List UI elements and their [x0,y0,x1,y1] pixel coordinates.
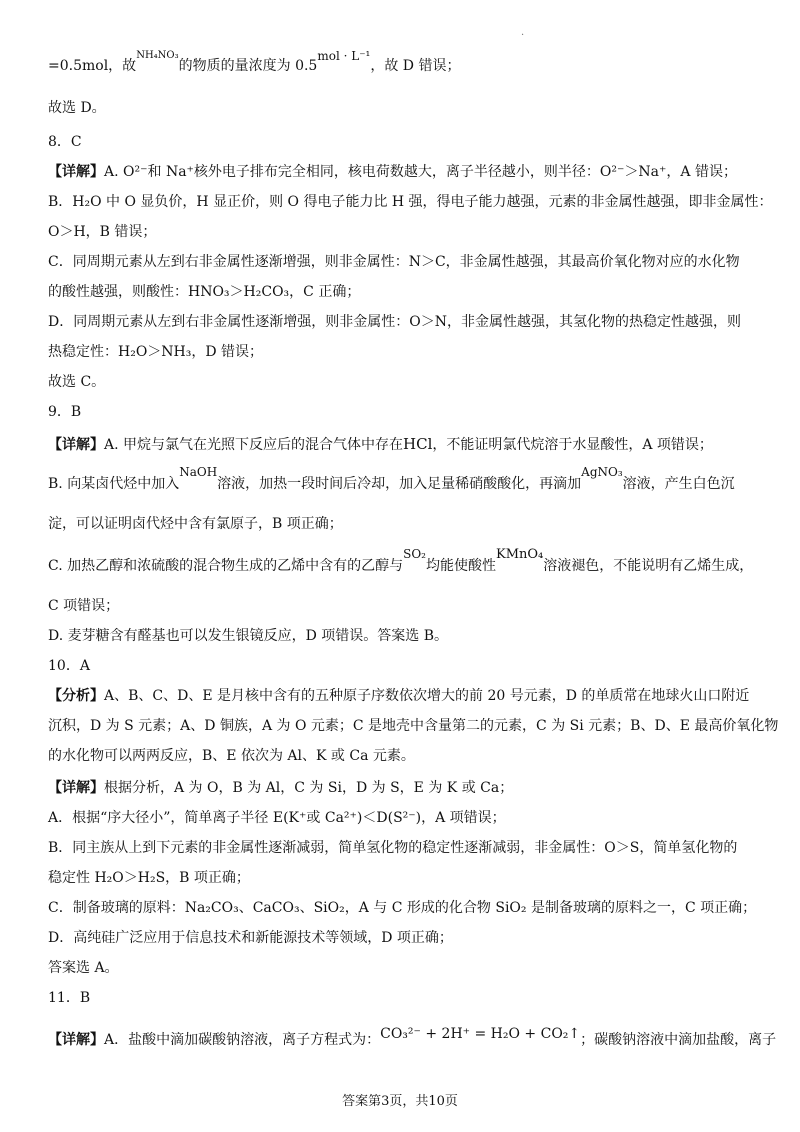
q9-option-c-1 [48,547,754,577]
q10-option-c: C．制备玻璃的原料：Na₂CO₃、CaCO₃、SiO₂，A 与 C 形成的化合物 SiO₂ 是制备玻璃的原料之一，C 项正确； [48,900,757,916]
q9-option-d: D. 麦芽糖含有醛基也可以发生银镜反应，D 项错误。答案选 B。 [48,628,449,644]
header-mark: · [521,30,525,41]
q9-option-c-2: C 项错误； [48,598,120,614]
text: B. 向某卤代烃中加入 [48,476,180,492]
q10-option-b-1: B．同主族从上到下元素的非金属性逐渐减弱，简单氢化物的稳定性逐渐减弱，非金属性：O＞S，简单氢化物的 [48,840,738,856]
text: C. 加热乙醇和浓硫酸的混合物生成的乙烯中含有的乙醇与 [48,558,404,574]
hcl-formula: HCl [403,435,433,453]
q8-option-d-2: 热稳定性：H₂O＞NH₃，D 错误； [48,344,264,360]
analysis-label: 【分析】 [48,688,104,704]
text: 的物质的量浓度为 0.5 [178,58,318,74]
unit-formula: mol · L⁻¹ [317,49,371,63]
text: ，故 D 错误； [370,58,461,74]
q10-analysis-3: 的水化物可以两两反应，B、E 依次为 Al、K 或 Ca 元素。 [48,748,415,764]
q9-option-b-1 [48,465,735,494]
so2-formula: SO₂ [403,547,426,561]
kmno4-formula: KMnO₄ [496,547,544,562]
q8-option-a [48,162,737,182]
q10-conclusion: 答案选 A。 [48,960,119,976]
text: A．盐酸中滴加碳酸钠溶液，离子方程式为： [104,1032,381,1048]
q9-option-a [48,434,713,455]
ionic-equation: CO₃²⁻ + 2H⁺ = H₂O + CO₂↑ [380,1026,581,1042]
text: =0.5mol，故 [48,58,137,74]
text: 溶液，产生白色沉 [622,476,735,492]
q8-conclusion: 故选 C。 [48,374,106,390]
text: 溶液褪色，不能说明有乙烯生成， [543,558,754,574]
line-conclusion: 故选 D。 [48,100,106,116]
text: A. O²⁻和 Na⁺核外电子排布完全相同，核电荷数越大，离子半径越小，则半径：O²⁻＞Na⁺，A 错误； [104,164,737,180]
q8-option-c-1: C．同周期元素从左到右非金属性逐渐增强，则非金属性：N＞C，非金属性越强，其最高价氧化物对应的水化物 [48,254,740,270]
q8-option-b-1: B．H₂O 中 O 显负价，H 显正价，则 O 得电子能力比 H 强，得电子能力越强，元素的非金属性越强，即非金属性： [48,194,773,210]
question-8-answer: 8．C [48,134,82,150]
naoh-formula: NaOH [179,465,218,479]
detail-label: 【详解】 [48,780,104,796]
text: 溶液，加热一段时间后冷却，加入足量稀硝酸酸化，再滴加 [217,476,582,492]
text: ，不能证明氯代烷溶于水显酸性，A 项错误； [432,437,713,453]
question-11-answer: 11．B [48,990,91,1006]
text: A. 甲烷与氯气在光照下反应后的混合气体中存在 [104,437,404,453]
q10-analysis-2: 沉积，D 为 S 元素；A、D 铜族，A 为 O 元素；C 是地壳中含量第二的元素，C 为 Si 元素；B、D、E 最高价氧化物 [48,718,779,734]
detail-label: 【详解】 [48,437,104,453]
question-10-answer: 10．A [48,658,90,674]
q10-analysis-1 [48,686,749,706]
q10-option-d: D．高纯硅广泛应用于信息技术和新能源技术等领域，D 项正确； [48,930,453,946]
text: 根据分析，A 为 O，B 为 Al，C 为 Si，D 为 S，E 为 K 或 Ca； [104,780,514,796]
agno3-formula: AgNO₃ [581,465,623,479]
q8-option-c-2: 的酸性越强，则酸性：HNO₃＞H₂CO₃，C 正确； [48,284,361,300]
text: A、B、C、D、E 是月核中含有的五种原子序数依次增大的前 20 号元素，D 的单质常在地球火山口附近 [104,688,750,704]
detail-label: 【详解】 [48,164,104,180]
q8-option-b-2: O＞H，B 错误； [48,224,157,240]
q8-option-d-1: D．同周期元素从左到右非金属性逐渐增强，则非金属性：O＞N，非金属性越强，其氢化物的热稳定性越强，则 [48,314,741,330]
text: ；碳酸钠溶液中滴加盐酸，离子 [580,1032,777,1048]
text: 均能使酸性 [426,558,496,574]
q10-option-b-2: 稳定性 H₂O＞H₂S，B 项正确； [48,870,250,886]
detail-label: 【详解】 [48,1032,104,1048]
nh4no3-formula: NH₄NO₃ [136,50,179,61]
page-footer: 答案第3页，共10页 [342,1094,458,1109]
q10-option-a: A．根据“序大径小”，简单离子半径 E(K⁺或 Ca²⁺)＜D(S²⁻)，A 项错误； [48,810,506,826]
q9-option-b-2: 淀，可以证明卤代烃中含有氯原子，B 项正确； [48,516,343,532]
q10-detail [48,778,513,798]
q11-option-a [48,1026,777,1050]
question-9-answer: 9．B [48,404,82,420]
line-concentration [48,49,461,78]
